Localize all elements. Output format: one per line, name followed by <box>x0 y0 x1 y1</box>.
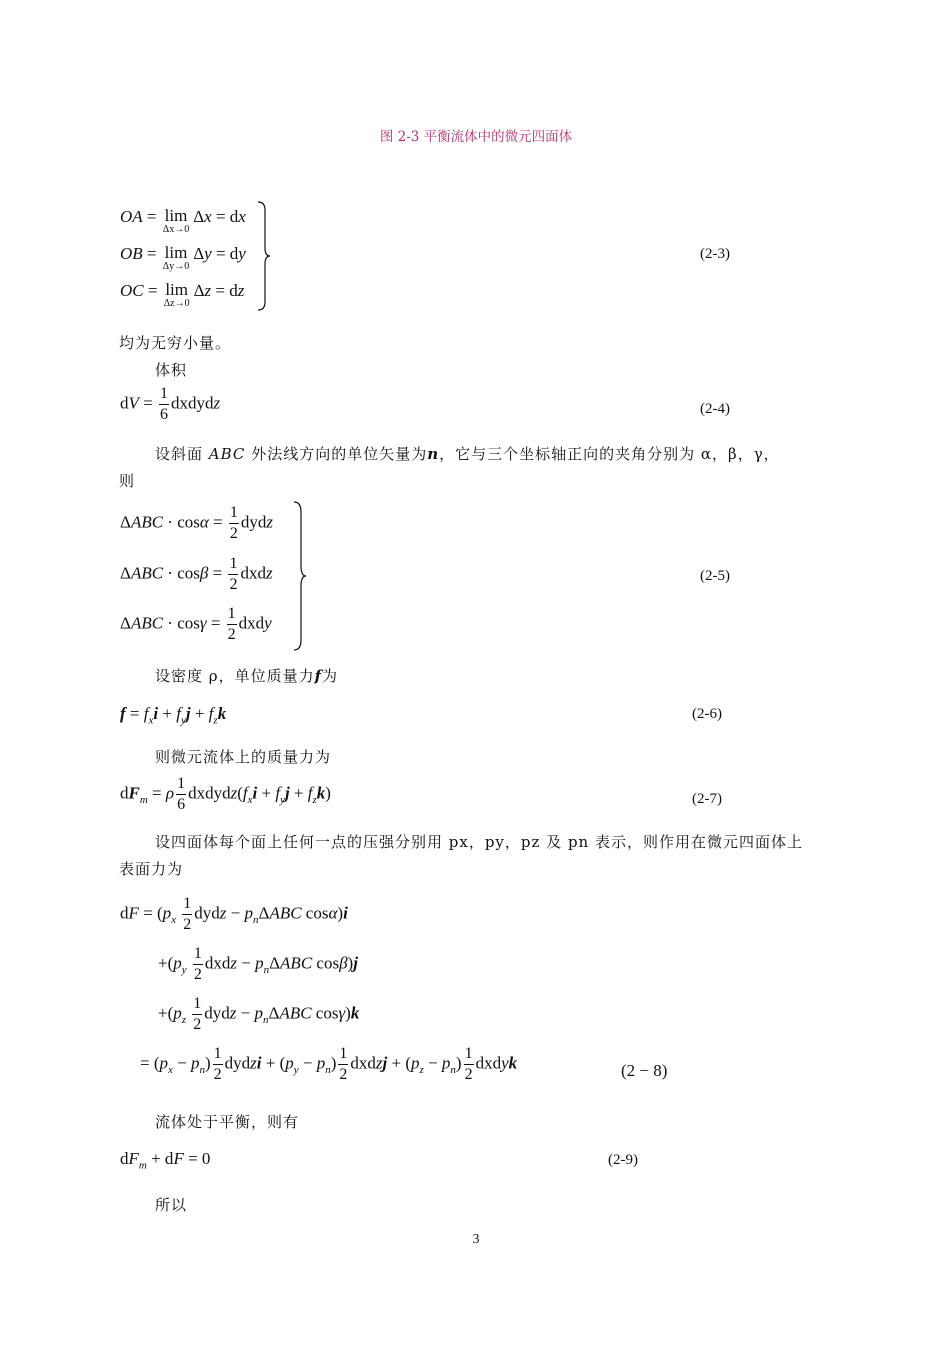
equation-2-4: dV = $\frac{1}{6}$ dxdydz <box>120 385 221 423</box>
right-brace <box>292 500 308 652</box>
paragraph: 所以 <box>155 1196 188 1214</box>
equation-2-6: $f = f_xi + f_yj + f_zk$ <box>120 704 227 727</box>
paragraph: 表面力为 <box>119 860 184 878</box>
eq-2-5-line2: ΔABC · cosβ = $\frac{1}{2}$ dxdz <box>120 555 273 593</box>
paragraph: 设斜面 ABC 外法线方向的单位矢量为n，它与三个坐标轴正向的夹角分别为 α，β，γ， <box>155 445 780 463</box>
eq-2-8-line4: = $(p_x - p_n)$ $\frac{1}{2}$ dydzi + $(p_y - p_n)$ $\frac{1}{2}$ dxdzj + $(p_z - p_n)$ $\frac{1}{2}$ dxdyk <box>140 1045 518 1083</box>
figure-caption: 图 2-3 平衡流体中的微元四面体 <box>379 129 573 145</box>
eq-2-5-line3: ΔABC · cosγ = $\frac{1}{2}$ dxdy <box>120 605 272 643</box>
eq-number: (2-4) <box>700 401 730 417</box>
equation-2-9: $dF_m$ + dF = 0 <box>120 1149 211 1172</box>
eq-2-8-line3: $+(p_z$ $\frac{1}{2}$ dydz − $p_n\Delta ABC$ cosγ)k <box>158 995 360 1033</box>
eq-2-3-line1: OA = lim Δx→0 Δx = dx <box>120 206 246 235</box>
page-number: 3 <box>472 1232 480 1247</box>
eq-number: (2-3) <box>700 246 730 262</box>
eq-number: (2 − 8) <box>621 1061 668 1080</box>
paragraph: 设四面体每个面上任何一点的压强分别用 px，py，pz 及 pn 表示，则作用在微元四面体上 <box>155 833 803 851</box>
eq-2-8-line2: $+(p_y$ $\frac{1}{2}$ dxdz − $p_n\Delta ABC$ cosβ)j <box>158 945 358 983</box>
eq-2-3-line2: OB = lim Δy→0 Δy = dy <box>120 243 246 272</box>
eq-2-5-line1: ΔABC · cosα = $\frac{1}{2}$ dydz <box>120 504 274 542</box>
eq-number: (2-6) <box>692 706 722 722</box>
paragraph: 则微元流体上的质量力为 <box>155 748 332 766</box>
paragraph: 流体处于平衡，则有 <box>155 1113 300 1131</box>
eq-2-3-line3: OC = lim Δz→0 Δz = dz <box>120 280 245 309</box>
paragraph: 设密度 ρ，单位质量力f为 <box>155 667 339 685</box>
eq-number: (2-9) <box>608 1152 638 1168</box>
eq-2-8-line1: dF = ($p_x$ $\frac{1}{2}$ dydz − $p_n\Delta ABC$ cosα)i <box>120 895 348 933</box>
right-brace <box>256 200 272 312</box>
paragraph: 则 <box>119 472 136 490</box>
paragraph: 均为无穷小量。 <box>119 334 232 352</box>
eq-number: (2-7) <box>692 791 722 807</box>
equation-2-7: $dF_m = \rho$ $\frac{1}{6}$ $dxdydz(f_xi + f_yj + f_zk)$ <box>120 775 331 813</box>
eq-number: (2-5) <box>700 568 730 584</box>
paragraph: 体积 <box>155 361 188 379</box>
